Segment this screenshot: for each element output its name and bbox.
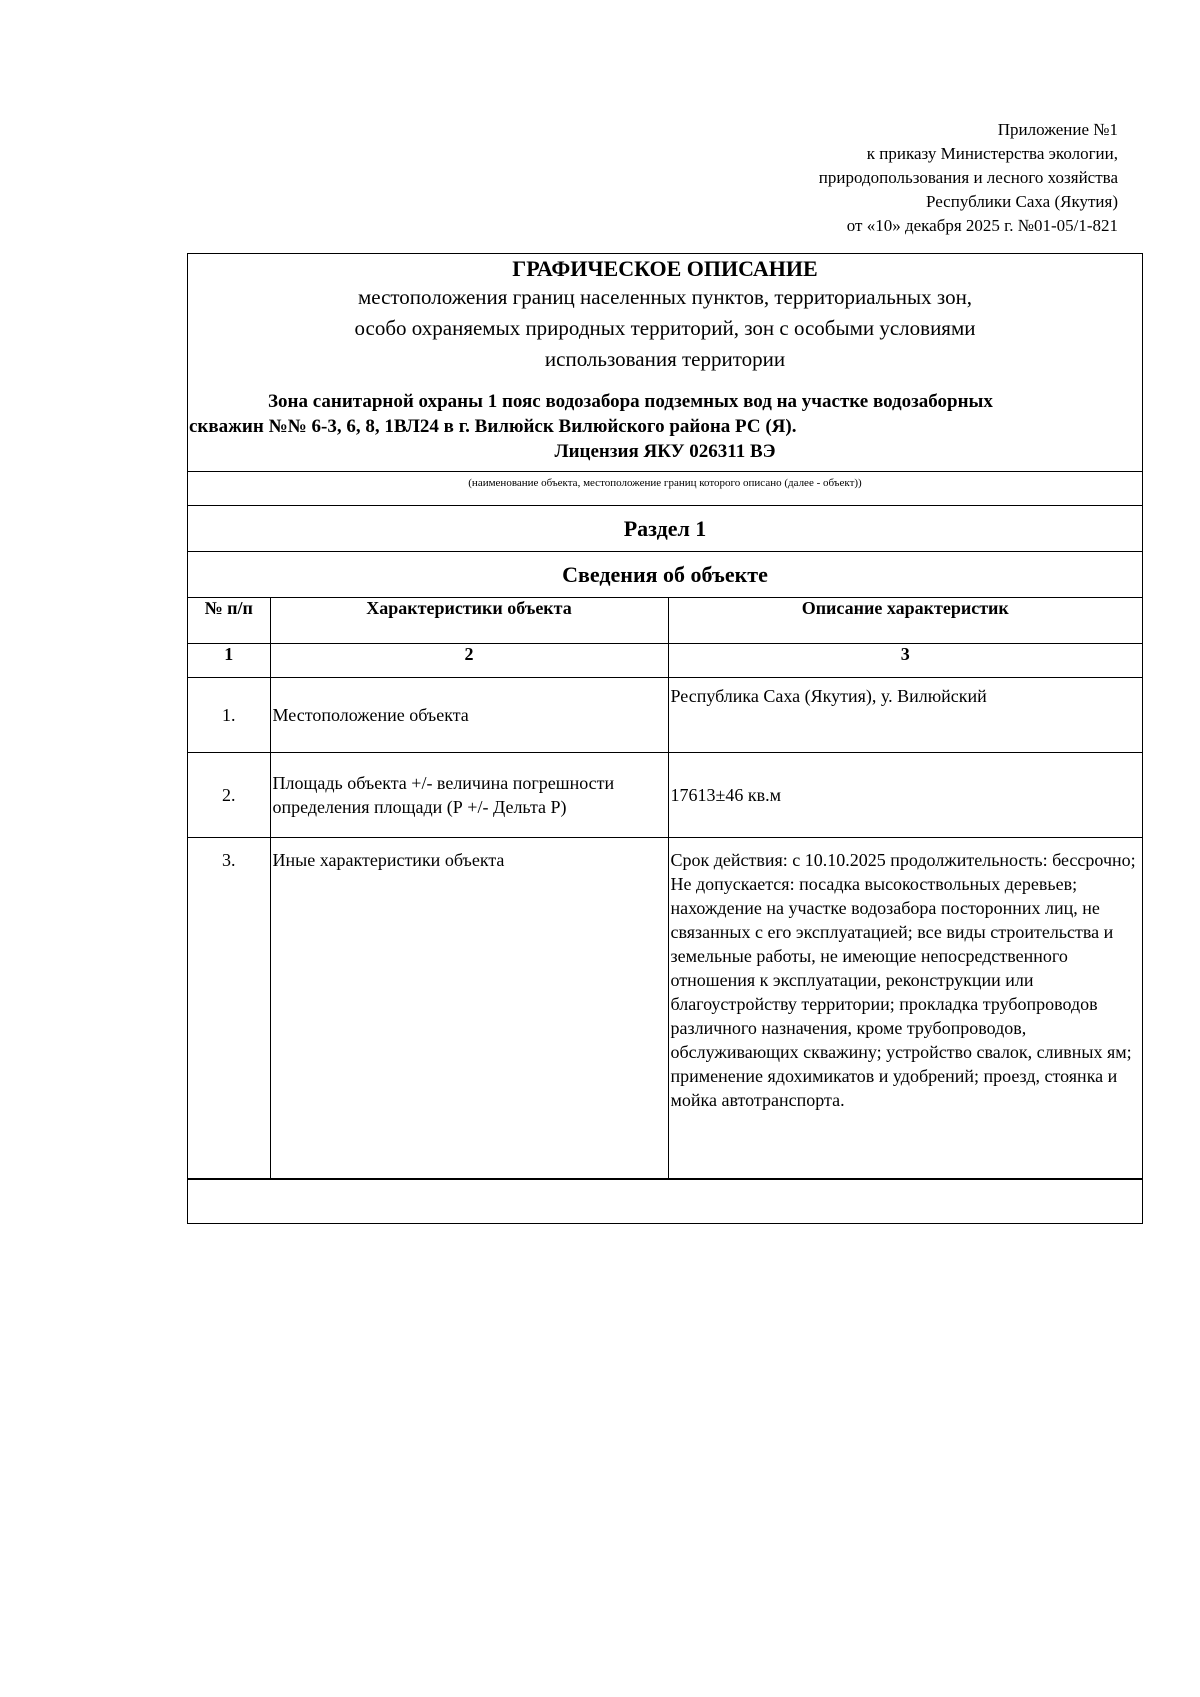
table-row xyxy=(188,838,1142,1179)
row-description: Республика Саха (Якутия), у. Вилюйский xyxy=(668,678,1142,753)
subtitle-line: особо охраняемых природных территорий, зон с особыми условиями xyxy=(354,316,976,340)
appendix-line: природопользования и лесного хозяйства xyxy=(818,168,1118,187)
row-characteristic: Площадь объекта +/- величина погрешности определения площади (Р +/- Дельта Р) xyxy=(272,773,615,817)
object-properties-table xyxy=(188,598,1142,1179)
object-name-line: скважин №№ 6-3, 6, 8, 1ВЛ24 в г. Вилюйск Вилюйского района РС (Я). xyxy=(189,416,797,437)
document-header xyxy=(188,254,1142,472)
row-description: 17613±46 кв.м xyxy=(668,753,1142,838)
object-name xyxy=(188,389,1142,464)
section-number: Раздел 1 xyxy=(188,506,1142,552)
table-row xyxy=(188,753,1142,838)
object-caption: (наименование объекта, местоположение границ которого описано (далее - объект)) xyxy=(188,472,1142,506)
subtitle-line: использования территории xyxy=(544,347,786,371)
row-characteristic: Иные характеристики объекта xyxy=(270,838,668,1179)
row-characteristic-cell xyxy=(270,753,668,838)
document-title: ГРАФИЧЕСКОЕ ОПИСАНИЕ xyxy=(512,256,818,281)
column-header-characteristic: Характеристики объекта xyxy=(270,598,668,644)
column-index: 1 xyxy=(188,644,270,678)
table-header-row xyxy=(188,598,1142,644)
document-frame xyxy=(187,253,1143,1224)
document-subtitle xyxy=(188,282,1142,375)
table-row xyxy=(188,678,1142,753)
subtitle-line: местоположения границ населенных пунктов, территориальных зон, xyxy=(357,285,973,309)
row-number: 3. xyxy=(188,838,270,1179)
section-title: Сведения об объекте xyxy=(188,552,1142,598)
row-description: Срок действия: с 10.10.2025 продолжительность: бессрочно; Не допускается: посадка высокоствольных деревьев; нахождение на участке водозабора посторонних лиц, не связанных с его эксплуатацией; все виды строительства и земельные работы, не имеющие непосредственного отношения к эксплуатации, реконструкции или благоустройству территории; прокладка трубопроводов различного назначения, кроме трубопроводов, обслуживающих скважину; устройство свалок, сливных ям; применение ядохимикатов и удобрений; проезд, стоянка и мойка автотранспорта. xyxy=(668,838,1142,1179)
row-number: 1. xyxy=(188,678,270,753)
column-header-description: Описание характеристик xyxy=(668,598,1142,644)
column-index: 3 xyxy=(668,644,1142,678)
appendix-line: к приказу Министерства экологии, xyxy=(866,144,1118,163)
table-index-row xyxy=(188,644,1142,678)
appendix-reference xyxy=(598,118,1118,238)
column-header-number: № п/п xyxy=(188,598,270,644)
table-footer-empty-row xyxy=(188,1179,1142,1223)
object-name-line: Зона санитарной охраны 1 пояс водозабора подземных вод на участке водозаборных xyxy=(268,391,993,412)
row-characteristic: Местоположение объекта xyxy=(270,678,668,753)
appendix-line: от «10» декабря 2025 г. №01-05/1-821 xyxy=(846,216,1118,235)
appendix-line: Республики Саха (Якутия) xyxy=(925,192,1118,211)
row-number: 2. xyxy=(188,753,270,838)
object-license: Лицензия ЯКУ 026311 ВЭ xyxy=(554,441,776,462)
appendix-line: Приложение №1 xyxy=(997,120,1118,139)
column-index: 2 xyxy=(270,644,668,678)
